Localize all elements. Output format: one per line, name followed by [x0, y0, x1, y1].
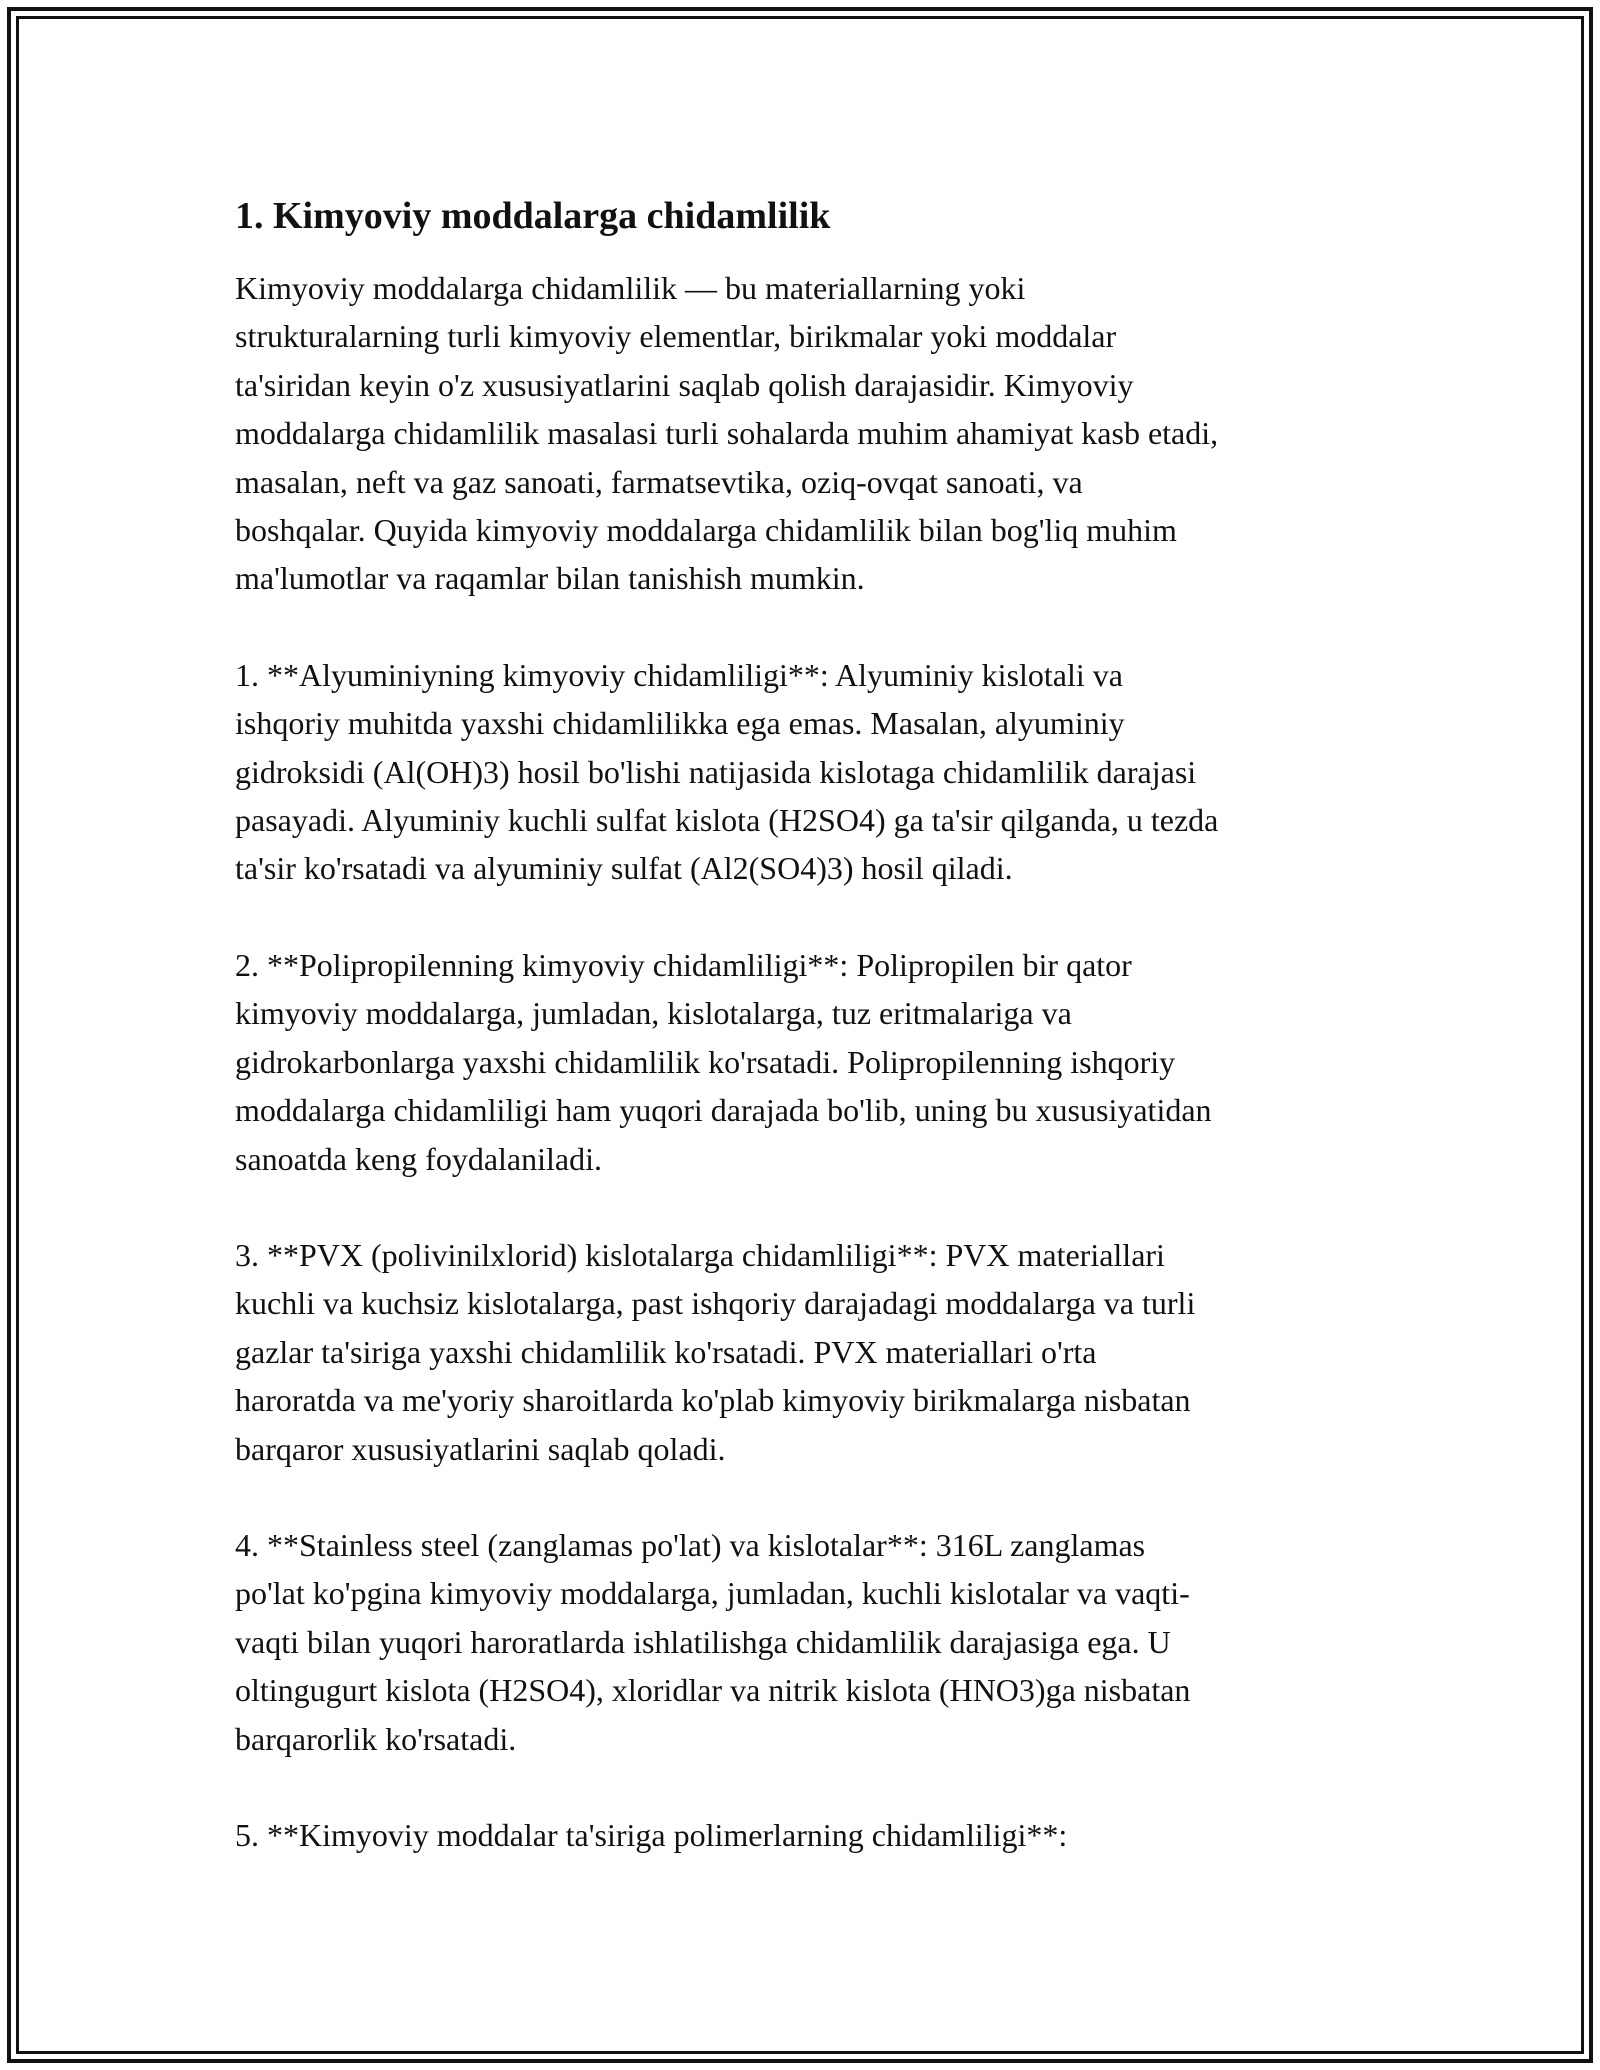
intro-paragraph: Kimyoviy moddalarga chidamlilik — bu materiallarning yoki strukturalarning turli kimyoviy elementlar, birikmalar yoki moddalar ta'siridan keyin o'z xususiyatlarini saqlab qolish darajasidir. Kimyoviy moddalarga chidamlilik masalasi turli sohalarda muhim ahamiyat kasb etadi, masalan, neft va gaz sanoati, farmatsevtika, oziq-ovqat sanoati, va boshqalar. Quyida kimyoviy moddalarga chidamlilik bilan bog'liq muhim ma'lumotlar va raqamlar bilan tanishish mumkin. [235, 270, 1219, 597]
section-heading: 1. Kimyoviy moddalarga chidamlilik [235, 195, 831, 237]
document-body [235, 188, 1370, 1907]
list-item-polymers: 5. **Kimyoviy moddalar ta'siriga polimerlarning chidamliligi**: [235, 1816, 1068, 1853]
list-item-polypropylene: 2. **Polipropilenning kimyoviy chidamliligi**: Polipropilen bir qator kimyoviy moddalarga, jumladan, kislotalarga, tuz eritmalariga va gidrokarbonlarga yaxshi chidamlilik ko'rsatadi. Polipropilenning ishqoriy moddalarga chidamliligi ham yuqori darajada bo'lib, uning bu xususiyatidan sanoatda keng foydalaniladi. [235, 946, 1212, 1177]
list-item-stainless-steel: 4. **Stainless steel (zanglamas po'lat) va kislotalar**: 316L zanglamas po'lat ko'pgina kimyoviy moddalarga, jumladan, kuchli kislotalar va vaqti- vaqti bilan yuqori haroratlarda ishlatilishga chidamlilik darajasiga ega. U oltingugurt kislota (H2SO4), xloridlar va nitrik kislota (HNO3)ga nisbatan barqarorlik ko'rsatadi. [235, 1526, 1191, 1757]
list-item-pvc: 3. **PVX (polivinilxlorid) kislotalarga chidamliligi**: PVX materiallari kuchli va kuchsiz kislotalarga, past ishqoriy darajadagi moddalarga va turli gazlar ta'siriga yaxshi chidamlilik ko'rsatadi. PVX materiallari o'rta haroratda va me'yoriy sharoitlarda ko'plab kimyoviy birikmalarga nisbatan barqaror xususiyatlarini saqlab qoladi. [235, 1236, 1196, 1467]
list-item-aluminium: 1. **Alyuminiyning kimyoviy chidamliligi**: Alyuminiy kislotali va ishqoriy muhitda yaxshi chidamlilikka ega emas. Masalan, alyuminiy gidroksidi (Al(OH)3) hosil bo'lishi natijasida kislotaga chidamlilik darajasi pasayadi. Alyuminiy kuchli sulfat kislota (H2SO4) ga ta'sir qilganda, u tezda ta'sir ko'rsatadi va alyuminiy sulfat (Al2(SO4)3) hosil qiladi. [235, 656, 1219, 887]
